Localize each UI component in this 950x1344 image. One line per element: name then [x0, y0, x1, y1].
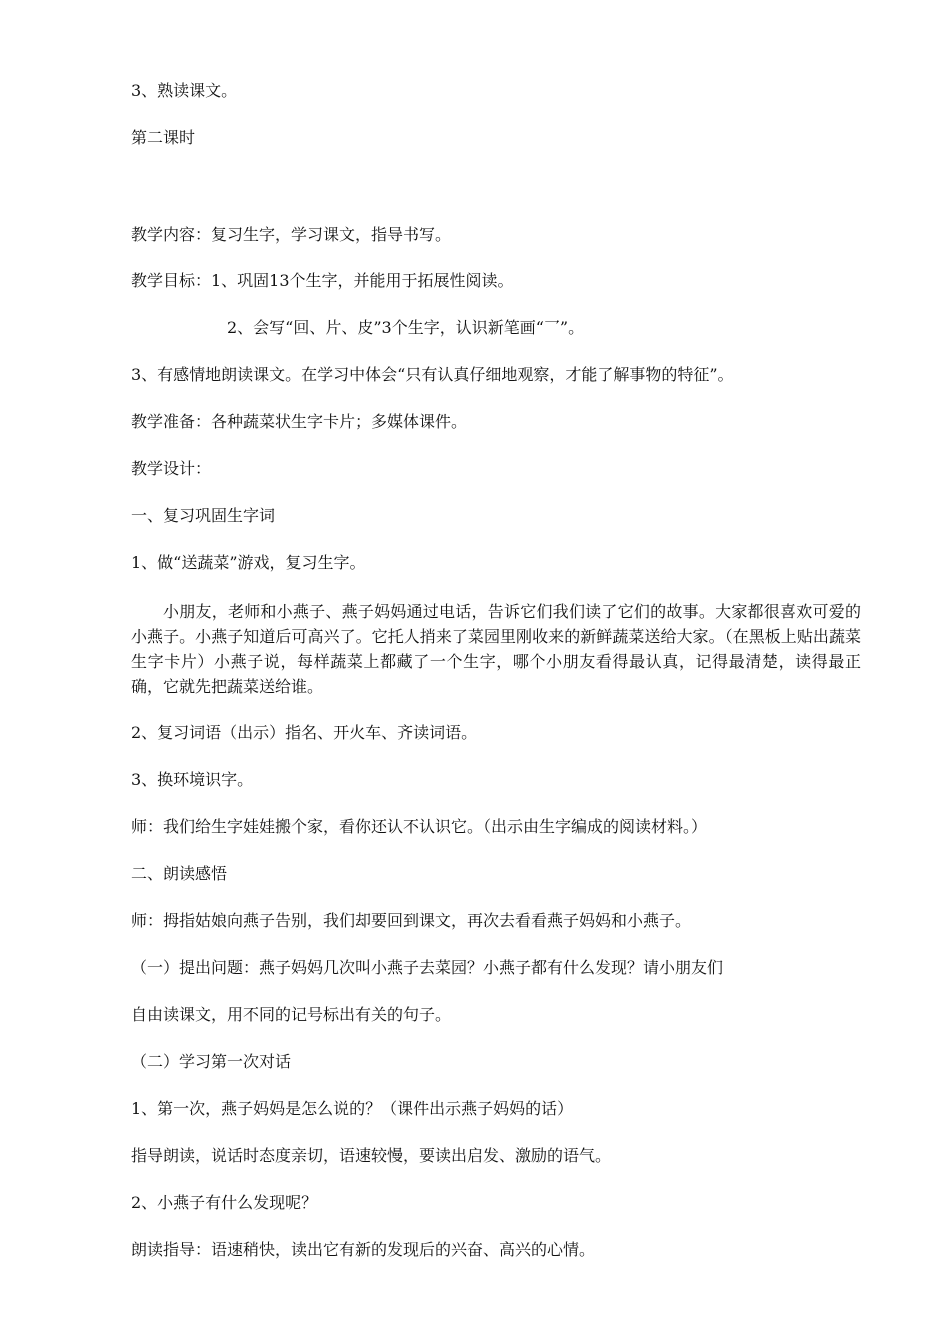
text-line: 3、熟读课文。 [131, 81, 238, 100]
section-heading: （二）学习第一次对话 [131, 1052, 292, 1071]
section-heading: 二、朗读感悟 [131, 864, 228, 883]
text-line: 3、换环境识字。 [131, 770, 254, 789]
text-line: 1、做“送蔬菜”游戏，复习生字。 [131, 553, 366, 572]
text-line: 教学内容：复习生字，学习课文，指导书写。 [131, 225, 452, 244]
text-line: 教学目标：1、巩固13个生字，并能用于拓展性阅读。 [131, 271, 514, 290]
text-line: 师：我们给生字娃娃搬个家，看你还认不认识它。（出示由生字编成的阅读材料。） [131, 817, 708, 836]
section-heading: 第二课时 [131, 128, 196, 147]
text-line: （一）提出问题：燕子妈妈几次叫小燕子去菜园？小燕子都有什么发现？请小朋友们 [131, 958, 724, 977]
text-line: 1、第一次，燕子妈妈是怎么说的？（课件出示燕子妈妈的话） [131, 1099, 574, 1118]
text-line: 3、有感情地朗读课文。在学习中体会“只有认真仔细地观察，才能了解事物的特征”。 [131, 365, 734, 384]
text-line: 教学设计： [131, 459, 212, 478]
text-line: 教学准备：各种蔬菜状生字卡片；多媒体课件。 [131, 412, 468, 431]
text-line: 2、复习词语（出示）指名、开火车、齐读词语。 [131, 723, 478, 742]
body-paragraph: 小朋友，老师和小燕子、燕子妈妈通过电话，告诉它们我们读了它们的故事。大家都很喜欢可爱的小燕子。小燕子知道后可高兴了。它托人捎来了菜园里刚收来的新鲜蔬菜送给大家。（在黑板上贴出蔬菜生字卡片）小燕子说，每样蔬菜上都藏了一个生字，哪个小朋友看得最认真，记得最清楚，读得最正确，它就先把蔬菜送给谁。 [131, 602, 861, 696]
text-line: 师：拇指姑娘向燕子告别，我们却要回到课文，再次去看看燕子妈妈和小燕子。 [131, 911, 692, 930]
section-heading: 一、复习巩固生字词 [131, 506, 276, 525]
text-line: 自由读课文，用不同的记号标出有关的句子。 [131, 1005, 452, 1024]
text-line: 2、小燕子有什么发现呢？ [131, 1193, 318, 1212]
text-line: 2、会写“回、片、皮”3个生字，认识新笔画“乛”。 [227, 318, 585, 337]
text-line: 指导朗读，说话时态度亲切，语速较慢，要读出启发、激励的语气。 [131, 1146, 612, 1165]
text-line: 朗读指导：语速稍快，读出它有新的发现后的兴奋、高兴的心情。 [131, 1240, 596, 1259]
